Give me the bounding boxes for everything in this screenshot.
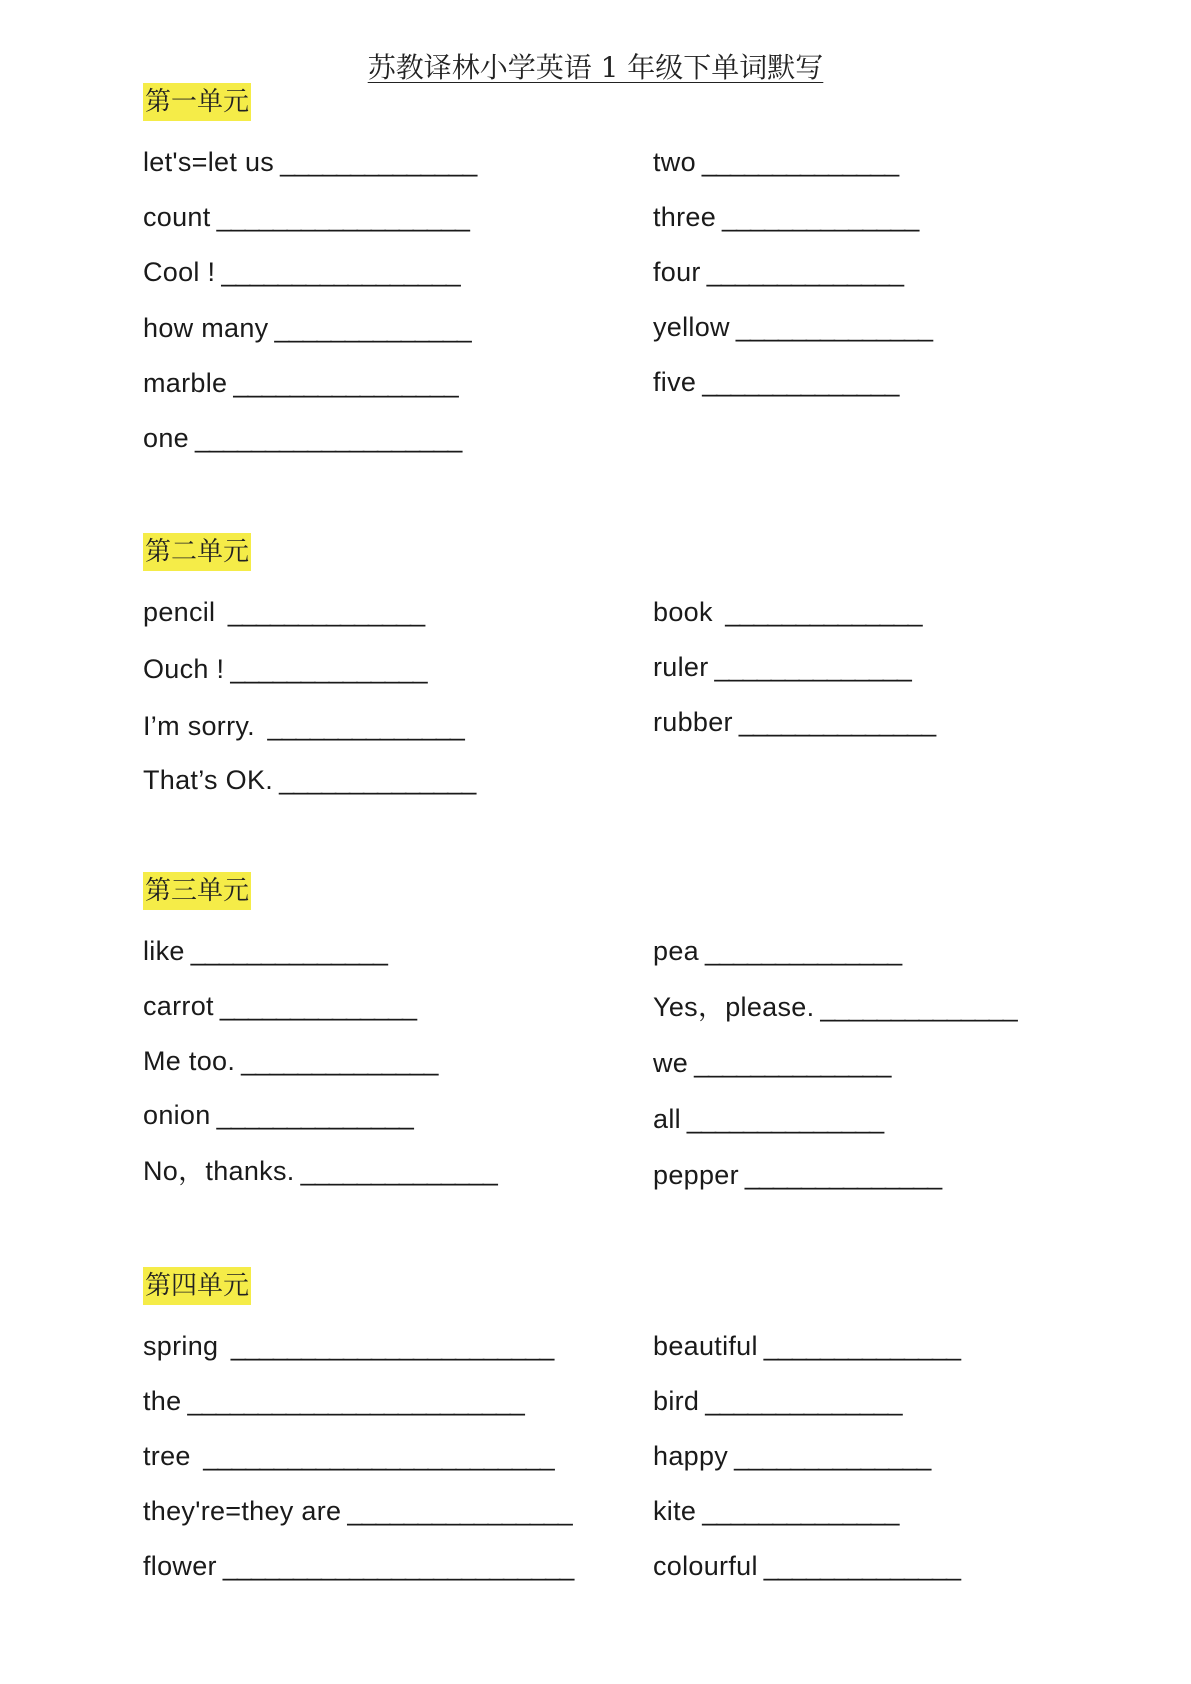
vocab-item bbox=[653, 366, 898, 398]
answer-blank: ______________ bbox=[820, 992, 1017, 1022]
vocab-item bbox=[143, 367, 458, 399]
vocab-item bbox=[653, 596, 921, 628]
vocab-word: beautiful bbox=[653, 1331, 758, 1361]
vocab-word: ruler bbox=[653, 652, 709, 682]
answer-blank: ______________ bbox=[718, 597, 922, 627]
vocab-item bbox=[653, 1159, 941, 1191]
answer-blank: ______________ bbox=[734, 1441, 931, 1471]
vocab-word: pea bbox=[653, 936, 699, 966]
vocab-item bbox=[143, 653, 427, 685]
answer-blank: ______________ bbox=[694, 1048, 891, 1078]
vocab-word: we bbox=[653, 1048, 689, 1078]
vocab-word: five bbox=[653, 367, 697, 397]
page-title-text: 苏教译林小学英语 1 年级下单词默写 bbox=[367, 51, 824, 84]
vocab-item bbox=[143, 990, 416, 1022]
answer-blank: ______________ bbox=[279, 765, 476, 795]
vocab-item bbox=[653, 1550, 960, 1582]
vocab-item bbox=[143, 935, 387, 967]
vocab-word: two bbox=[653, 147, 696, 177]
vocab-item bbox=[143, 1440, 554, 1472]
answer-blank: _________________________ bbox=[196, 1441, 554, 1471]
vocab-item bbox=[653, 1495, 898, 1527]
answer-blank: ______________ bbox=[735, 312, 933, 342]
vocab-word: like bbox=[143, 936, 185, 966]
vocab-word: flower bbox=[143, 1551, 217, 1581]
vocab-word: how many bbox=[143, 313, 269, 343]
answer-blank: ______________ bbox=[300, 1156, 497, 1186]
vocab-item bbox=[653, 1103, 883, 1135]
vocab-word: book bbox=[653, 597, 713, 627]
answer-blank: ______________ bbox=[686, 1104, 884, 1134]
vocab-item bbox=[653, 935, 901, 967]
vocab-item bbox=[143, 256, 460, 288]
vocab-word: Me too. bbox=[143, 1046, 236, 1076]
vocab-item bbox=[653, 256, 903, 288]
vocab-item bbox=[143, 201, 469, 233]
answer-blank: ______________ bbox=[230, 654, 427, 684]
vocab-item bbox=[653, 706, 935, 738]
answer-blank: ________________ bbox=[347, 1496, 572, 1526]
vocab-word: all bbox=[653, 1104, 681, 1134]
answer-blank: ______________ bbox=[280, 147, 477, 177]
vocab-item bbox=[143, 1099, 413, 1131]
vocab-item bbox=[653, 1047, 890, 1079]
vocab-word: count bbox=[143, 202, 211, 232]
vocab-word: No，thanks. bbox=[143, 1156, 295, 1186]
vocab-word: the bbox=[143, 1386, 182, 1416]
vocab-word: spring bbox=[143, 1331, 219, 1361]
answer-blank: ______________ bbox=[274, 313, 471, 343]
vocab-item bbox=[653, 651, 911, 683]
vocab-word: three bbox=[653, 202, 717, 232]
vocab-word: Ouch ! bbox=[143, 654, 225, 684]
vocab-item bbox=[143, 312, 471, 344]
vocab-item bbox=[653, 1385, 901, 1417]
answer-blank: ______________ bbox=[738, 707, 936, 737]
vocab-item bbox=[143, 146, 476, 178]
vocab-item bbox=[653, 1330, 960, 1362]
answer-blank: ______________ bbox=[701, 147, 899, 177]
answer-blank: _________________ bbox=[221, 257, 460, 287]
vocab-item bbox=[143, 1550, 573, 1582]
answer-blank: ______________ bbox=[763, 1331, 961, 1361]
answer-blank: ______________ bbox=[241, 1046, 438, 1076]
answer-blank: ______________ bbox=[702, 367, 899, 397]
vocab-item bbox=[143, 422, 461, 454]
answer-blank: ______________ bbox=[702, 1496, 899, 1526]
vocab-item bbox=[143, 596, 424, 628]
vocab-item bbox=[143, 1385, 524, 1417]
vocab-word: four bbox=[653, 257, 701, 287]
vocab-word: rubber bbox=[653, 707, 733, 737]
unit-1-heading: 第一单元 bbox=[143, 83, 251, 121]
answer-blank: ______________ bbox=[221, 597, 425, 627]
answer-blank: ______________ bbox=[705, 1386, 902, 1416]
answer-blank: _________________________ bbox=[222, 1551, 574, 1581]
vocab-item bbox=[653, 201, 918, 233]
vocab-word: marble bbox=[143, 368, 228, 398]
answer-blank: ______________ bbox=[714, 652, 911, 682]
vocab-word: Cool ! bbox=[143, 257, 216, 287]
vocab-word: Yes，please. bbox=[653, 992, 815, 1022]
answer-blank: ______________ bbox=[744, 1160, 942, 1190]
vocab-word: let's=let us bbox=[143, 147, 275, 177]
answer-blank: ______________ bbox=[704, 936, 902, 966]
vocab-item bbox=[143, 1495, 572, 1527]
vocab-item bbox=[653, 991, 1017, 1023]
vocab-item bbox=[143, 1155, 497, 1187]
vocab-item bbox=[653, 311, 932, 343]
vocab-word: colourful bbox=[653, 1551, 758, 1581]
unit-3-heading: 第三单元 bbox=[143, 872, 251, 910]
vocab-item bbox=[143, 710, 464, 742]
vocab-word: tree bbox=[143, 1441, 191, 1471]
vocab-word: That’s OK. bbox=[143, 765, 274, 795]
answer-blank: ______________ bbox=[190, 936, 387, 966]
vocab-item bbox=[653, 1440, 930, 1472]
vocab-item bbox=[143, 1045, 437, 1077]
answer-blank: ______________ bbox=[706, 257, 903, 287]
vocab-word: one bbox=[143, 423, 189, 453]
vocab-word: yellow bbox=[653, 312, 730, 342]
answer-blank: ___________________ bbox=[194, 423, 462, 453]
answer-blank: ______________ bbox=[763, 1551, 960, 1581]
vocab-word: happy bbox=[653, 1441, 729, 1471]
answer-blank: ______________ bbox=[261, 711, 464, 741]
answer-blank: ______________ bbox=[722, 202, 919, 232]
answer-blank: ______________ bbox=[219, 991, 417, 1021]
vocab-word: they're=they are bbox=[143, 1496, 342, 1526]
vocab-item bbox=[143, 764, 475, 796]
answer-blank: __________________ bbox=[216, 202, 469, 232]
vocab-item bbox=[143, 1330, 553, 1362]
vocab-word: onion bbox=[143, 1100, 211, 1130]
answer-blank: ________________________ bbox=[187, 1386, 524, 1416]
vocab-word: I’m sorry. bbox=[143, 711, 255, 741]
vocab-word: bird bbox=[653, 1386, 700, 1416]
page-title bbox=[0, 46, 1191, 86]
answer-blank: ________________ bbox=[233, 368, 458, 398]
unit-4-heading: 第四单元 bbox=[143, 1267, 251, 1305]
vocab-word: kite bbox=[653, 1496, 697, 1526]
answer-blank: ______________ bbox=[216, 1100, 413, 1130]
answer-blank: _______________________ bbox=[224, 1331, 554, 1361]
vocab-item bbox=[653, 146, 898, 178]
unit-2-heading: 第二单元 bbox=[143, 533, 251, 571]
vocab-word: pepper bbox=[653, 1160, 739, 1190]
vocab-word: carrot bbox=[143, 991, 214, 1021]
vocab-word: pencil bbox=[143, 597, 216, 627]
